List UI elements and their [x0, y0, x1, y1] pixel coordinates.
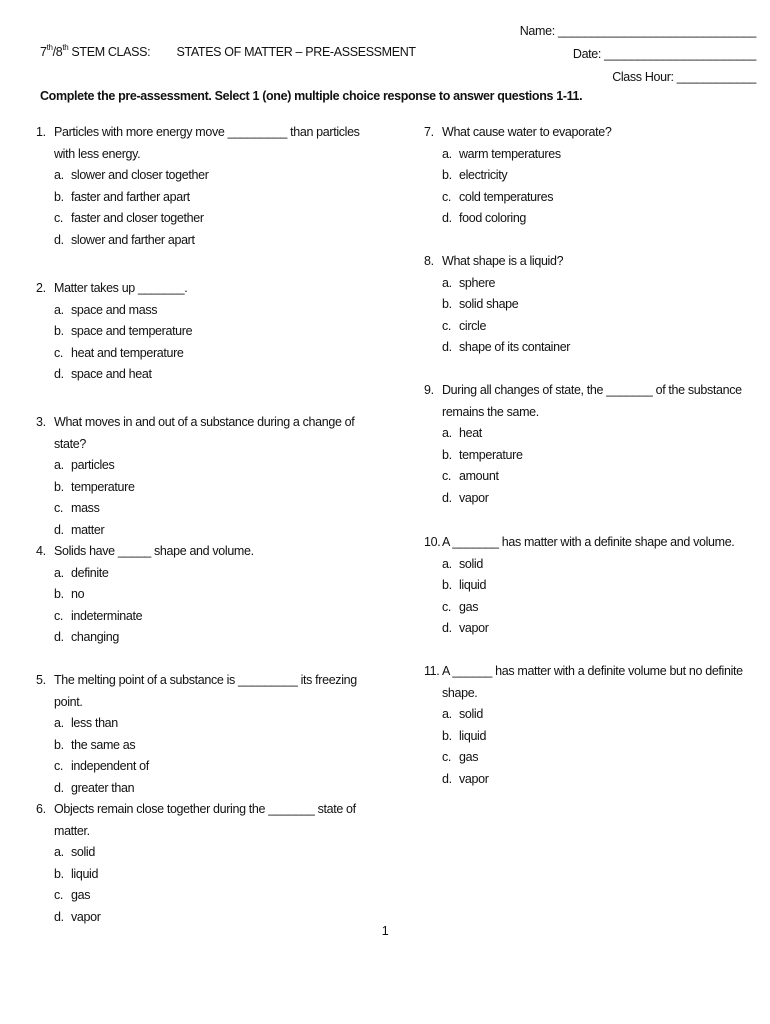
- choice-letter: d.: [442, 340, 452, 354]
- question-1: [36, 122, 374, 251]
- choice-text: definite: [71, 565, 109, 580]
- choice-option[interactable]: [54, 230, 374, 252]
- choice-letter: a.: [54, 302, 64, 317]
- choice-option[interactable]: [442, 294, 764, 316]
- choice-text: the same as: [71, 737, 136, 752]
- question-number: 8.: [424, 254, 434, 268]
- choice-letter: d.: [54, 522, 64, 537]
- choice-text: shape of its container: [459, 340, 571, 354]
- choice-letter: b.: [54, 189, 64, 204]
- question-stem: [424, 251, 764, 273]
- choice-option[interactable]: [442, 273, 764, 295]
- choice-option[interactable]: [442, 726, 764, 748]
- question-10: [424, 532, 764, 640]
- page-number: 1: [381, 924, 389, 938]
- class-label: STEM CLASS:: [68, 45, 151, 60]
- choice-option[interactable]: [442, 575, 764, 597]
- choice-text: sphere: [459, 275, 496, 290]
- choice-list: [424, 144, 764, 230]
- question-text: The melting point of a substance is _________ its freezing point.: [54, 673, 357, 709]
- choice-letter: b.: [442, 447, 452, 462]
- choice-option[interactable]: [442, 747, 764, 769]
- choice-text: slower and farther apart: [71, 232, 195, 247]
- choice-list: [424, 554, 764, 640]
- class-hour-field-label: Class Hour: ____________: [612, 70, 756, 84]
- choice-letter: a.: [442, 426, 452, 440]
- instructions: Complete the pre-assessment. Select 1 (one) multiple choice response to answer questions 1-11.: [40, 89, 583, 103]
- choice-list: [36, 842, 374, 928]
- document-title-line: [40, 44, 416, 59]
- question-number: 5.: [36, 673, 46, 687]
- choice-option[interactable]: [54, 343, 374, 365]
- question-number: 11.: [424, 664, 440, 678]
- question-stem: [36, 541, 374, 563]
- choice-letter: b.: [442, 728, 452, 743]
- choice-letter: a.: [442, 707, 452, 721]
- choice-letter: d.: [442, 621, 452, 635]
- choice-letter: c.: [442, 599, 452, 614]
- grade-separator: /8: [52, 45, 63, 60]
- choice-text: vapor: [71, 909, 101, 924]
- choice-text: heat and temperature: [71, 345, 184, 360]
- choice-text: space and mass: [71, 302, 158, 317]
- choice-letter: b.: [442, 578, 452, 592]
- choice-letter: c.: [54, 501, 64, 515]
- choice-letter: c.: [442, 750, 452, 764]
- choice-letter: c.: [54, 211, 64, 225]
- choice-letter: b.: [442, 168, 452, 182]
- choice-text: solid: [459, 707, 483, 721]
- question-text: Matter takes up _______.: [54, 281, 188, 295]
- choice-text: faster and closer together: [71, 211, 204, 225]
- question-text: What cause water to evaporate?: [442, 125, 612, 139]
- choice-letter: a.: [442, 146, 452, 161]
- choice-list: [36, 713, 374, 799]
- choice-option[interactable]: [442, 618, 764, 640]
- choice-option[interactable]: [54, 713, 374, 735]
- choice-list: [36, 563, 374, 649]
- choice-option[interactable]: [442, 488, 764, 510]
- choice-text: greater than: [71, 780, 135, 795]
- choice-list: [424, 423, 764, 509]
- question-7: [424, 122, 764, 230]
- choice-letter: b.: [54, 479, 64, 494]
- question-stem: [424, 532, 764, 554]
- choice-text: liquid: [459, 578, 487, 592]
- question-11: [424, 661, 764, 790]
- question-stem: [36, 122, 374, 165]
- choice-option[interactable]: [442, 187, 764, 209]
- choice-option[interactable]: [442, 597, 764, 619]
- choice-option[interactable]: [442, 144, 764, 166]
- choice-text: circle: [459, 318, 487, 333]
- choice-option[interactable]: [54, 364, 374, 386]
- choice-text: warm temperatures: [459, 146, 561, 161]
- question-number: 3.: [36, 415, 46, 429]
- question-8: [424, 251, 764, 359]
- choice-letter: c.: [442, 469, 452, 483]
- choice-text: vapor: [459, 771, 489, 786]
- question-stem: [36, 278, 374, 300]
- choice-option[interactable]: [54, 321, 374, 343]
- choice-text: electricity: [459, 168, 508, 182]
- question-text: Objects remain close together during the _______ state of matter.: [54, 802, 356, 838]
- question-9: [424, 380, 764, 509]
- choice-option[interactable]: [442, 445, 764, 467]
- choice-letter: c.: [54, 759, 64, 773]
- choice-text: solid: [71, 845, 95, 859]
- choice-option[interactable]: [54, 735, 374, 757]
- choice-text: vapor: [459, 621, 489, 635]
- choice-list: [36, 300, 374, 386]
- choice-list: [36, 165, 374, 251]
- choice-list: [424, 273, 764, 359]
- question-4: [36, 541, 374, 649]
- grade-second-superscript: th: [62, 43, 69, 52]
- grade-first-superscript: th: [46, 43, 53, 52]
- choice-text: liquid: [459, 728, 487, 743]
- choice-list: [36, 455, 374, 541]
- choice-letter: d.: [442, 771, 452, 786]
- question-stem: [424, 661, 764, 704]
- choice-letter: b.: [54, 866, 64, 881]
- question-text: Solids have _____ shape and volume.: [54, 544, 254, 558]
- question-text: What moves in and out of a substance during a change of state?: [54, 415, 355, 451]
- choice-letter: d.: [54, 630, 64, 644]
- question-number: 4.: [36, 544, 46, 558]
- choice-option[interactable]: [54, 165, 374, 187]
- choice-letter: a.: [54, 458, 64, 472]
- choice-text: gas: [71, 888, 91, 902]
- choice-text: solid shape: [459, 297, 519, 311]
- choice-letter: c.: [54, 608, 64, 623]
- choice-option[interactable]: [442, 466, 764, 488]
- choice-option[interactable]: [54, 300, 374, 322]
- question-number: 2.: [36, 281, 46, 295]
- name-field-label: Name: ______________________________: [519, 24, 756, 38]
- choice-text: space and heat: [71, 367, 152, 381]
- choice-text: solid: [459, 556, 483, 571]
- question-text: A _______ has matter with a definite shape and volume.: [442, 535, 735, 549]
- choice-text: gas: [459, 599, 479, 614]
- choice-text: cold temperatures: [459, 189, 554, 204]
- question-number: 7.: [424, 125, 434, 139]
- choice-letter: d.: [54, 780, 64, 795]
- choice-letter: a.: [442, 556, 452, 571]
- choice-option[interactable]: [442, 554, 764, 576]
- choice-letter: a.: [54, 845, 64, 859]
- choice-option[interactable]: [54, 885, 374, 907]
- question-text: During all changes of state, the _______ of the substance remains the same.: [442, 383, 742, 419]
- choice-letter: d.: [54, 232, 64, 247]
- choice-letter: b.: [442, 297, 452, 311]
- choice-letter: a.: [54, 716, 64, 730]
- question-2: [36, 278, 374, 386]
- choice-option[interactable]: [54, 455, 374, 477]
- question-stem: [424, 122, 764, 144]
- question-text: A ______ has matter with a definite volume but no definite shape.: [442, 664, 743, 700]
- choice-option[interactable]: [54, 520, 374, 542]
- question-number: 10.: [424, 535, 441, 549]
- choice-text: space and temperature: [71, 324, 193, 338]
- choice-option[interactable]: [442, 165, 764, 187]
- choice-option[interactable]: [54, 606, 374, 628]
- choice-letter: a.: [54, 168, 64, 182]
- choice-letter: d.: [442, 211, 452, 225]
- question-stem: [424, 380, 764, 423]
- choice-text: slower and closer together: [71, 168, 209, 182]
- choice-text: matter: [71, 522, 105, 537]
- choice-option[interactable]: [54, 498, 374, 520]
- choice-text: independent of: [71, 759, 149, 773]
- choice-option[interactable]: [54, 864, 374, 886]
- date-field-label: Date: _______________________: [572, 47, 756, 61]
- question-stem: [36, 670, 374, 713]
- choice-letter: c.: [442, 318, 452, 333]
- choice-option[interactable]: [442, 704, 764, 726]
- choice-letter: b.: [54, 737, 64, 752]
- choice-option[interactable]: [54, 187, 374, 209]
- choice-option[interactable]: [442, 769, 764, 791]
- choice-option[interactable]: [54, 756, 374, 778]
- choice-letter: d.: [54, 367, 64, 381]
- choice-text: mass: [71, 501, 100, 515]
- choice-text: vapor: [459, 490, 489, 505]
- question-stem: [36, 412, 374, 455]
- document-title: STATES OF MATTER – PRE-ASSESSMENT: [176, 45, 416, 60]
- choice-letter: c.: [54, 345, 64, 360]
- question-stem: [36, 799, 374, 842]
- choice-text: temperature: [459, 447, 523, 462]
- choice-text: faster and farther apart: [71, 189, 190, 204]
- choice-option[interactable]: [54, 842, 374, 864]
- choice-text: less than: [71, 716, 118, 730]
- question-number: 9.: [424, 383, 434, 397]
- choice-text: indeterminate: [71, 608, 143, 623]
- choice-text: heat: [459, 426, 482, 440]
- choice-option[interactable]: [442, 316, 764, 338]
- choice-letter: b.: [54, 587, 64, 601]
- question-text: What shape is a liquid?: [442, 254, 564, 268]
- choice-text: temperature: [71, 479, 135, 494]
- choice-option[interactable]: [54, 627, 374, 649]
- choice-option[interactable]: [442, 208, 764, 230]
- choice-letter: b.: [54, 324, 64, 338]
- question-number: 6.: [36, 802, 46, 816]
- choice-list: [424, 704, 764, 790]
- choice-text: changing: [71, 630, 119, 644]
- choice-letter: a.: [442, 275, 452, 290]
- question-text: Particles with more energy move _________ than particles with less energy.: [54, 125, 360, 161]
- choice-option[interactable]: [442, 423, 764, 445]
- choice-letter: a.: [54, 565, 64, 580]
- choice-option[interactable]: [54, 208, 374, 230]
- question-5: [36, 670, 374, 799]
- choice-option[interactable]: [54, 477, 374, 499]
- choice-text: particles: [71, 458, 115, 472]
- choice-letter: c.: [442, 189, 452, 204]
- choice-text: gas: [459, 750, 479, 764]
- choice-option[interactable]: [442, 337, 764, 359]
- choice-letter: d.: [442, 490, 452, 505]
- grade-first: 7: [40, 45, 47, 60]
- choice-letter: c.: [54, 888, 64, 902]
- question-number: 1.: [36, 125, 46, 139]
- choice-text: no: [71, 587, 85, 601]
- choice-text: liquid: [71, 866, 99, 881]
- question-6: [36, 799, 374, 928]
- question-3: [36, 412, 374, 541]
- choice-text: food coloring: [459, 211, 527, 225]
- choice-letter: d.: [54, 909, 64, 924]
- choice-option[interactable]: [54, 584, 374, 606]
- choice-text: amount: [459, 469, 499, 483]
- choice-option[interactable]: [54, 778, 374, 800]
- choice-option[interactable]: [54, 563, 374, 585]
